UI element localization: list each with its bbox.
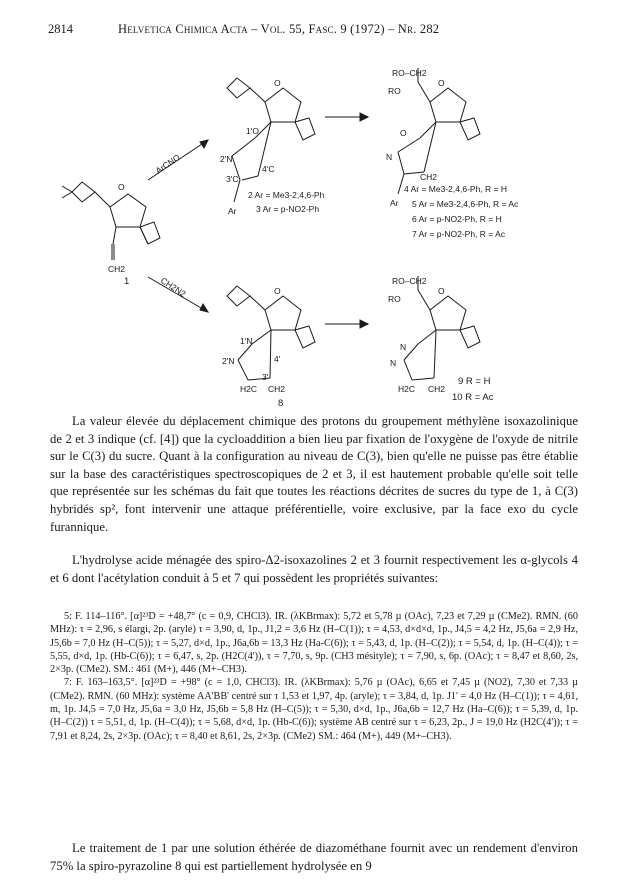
atom-ar: Ar [390, 198, 399, 208]
position-2n: 2'N [222, 356, 235, 366]
paragraph-2: L'hydrolyse acide ménagée des spiro-Δ2-isoxazolines 2 et 3 fournit respectivement les α-glycols 4 et 6 dont l'acétylation conduit à 5 et 7 qui possèdent les propriétés suivantes: [50, 553, 578, 585]
atom-o: O [400, 128, 407, 138]
compound-1-structure [62, 182, 160, 260]
reaction-scheme [0, 62, 629, 409]
atom-o: O [118, 182, 125, 192]
position-2: 2'N [220, 154, 233, 164]
atom-ch2: CH2 [420, 172, 438, 182]
running-header [48, 22, 588, 38]
position-4: 4'C [262, 164, 275, 174]
atom-h2c: H2C [398, 384, 416, 394]
position-4c: 4' [274, 354, 281, 364]
position-3: 3'C [226, 174, 239, 184]
atom-ro-ch2: RO–CH2 [392, 276, 427, 286]
atom-o: O [438, 78, 445, 88]
atom-ro-ch2: RO–CH2 [392, 68, 427, 78]
atom-o: O [274, 286, 281, 296]
paragraph-3-container [50, 840, 578, 875]
journal-title: Helvetica Chimica Acta – Vol. 55, Fasc. 9 (1972) – Nr. 282 [118, 22, 440, 36]
paragraph-3: Le traitement de 1 par une solution éthérée de diazométhane fournit avec un rendement d'environ 75% la spiro-pyrazoline 8 qui est partiellement hydrolysée en 9 [50, 841, 578, 873]
atom-ch2: CH2 [268, 384, 286, 394]
paragraph-1: La valeur élevée du déplacement chimique des protons du groupement méthylène isoxazolinique de 2 et 3 indique (cf. [4]) que la cycloaddition a bien lieu par fixation de l'oxygène de l'oxyde de nitrile sur le C(3) du sucre. Quant à la configuration au niveau de C(3), bien qu'elle ne puisse pas être établie sur la base des caractéristiques spectroscopiques de 2 et 3, il est hautement probable qu'elle soit telle que représentée sur les schémas du fait que toutes les réactions décrites de sucres du type de 1, à C(3) hybridés sp², font intervenir une attaque préférentielle, voire exclusive, par la face exo du cycle furannique. [50, 414, 578, 534]
reagent-bottom: CH2N2 [158, 275, 188, 299]
atom-ch2: CH2 [428, 384, 446, 394]
atom-ch2: CH2 [108, 264, 126, 274]
spectral-data [50, 610, 578, 743]
position-1: 1'O [246, 126, 259, 136]
compound-8-structure [227, 286, 315, 380]
legend-right-4: 7 Ar = p-NO2-Ph, R = Ac [412, 229, 506, 239]
atom-ro: RO [388, 294, 401, 304]
paragraph-1-container [50, 413, 578, 536]
position-1n: 1'N [240, 336, 253, 346]
legend-right-2: 5 Ar = Me3-2,4,6-Ph, R = Ac [412, 199, 519, 209]
atom-n: N [400, 342, 407, 352]
atom-ar: Ar [228, 206, 237, 216]
atom-n: N [386, 152, 393, 162]
reagent-top: ArCNO [153, 152, 182, 176]
compound-8-label: 8 [278, 398, 284, 409]
paragraph-2-container [50, 552, 578, 587]
atom-ro: RO [388, 86, 401, 96]
data-compound-5: 5: F. 114–116°. [α]²³D = +48,7° (c = 0,9, CHCl3). IR. (λKBrmax): 5,72 et 5,78 µ (OAc), 7,23 et 7,29 µ (CMe2). RMN. (60 MHz): τ = 2,96, s élargi, 2p. (aryle) τ = 3,90, d, 1p., J1,2 = 3,6 Hz (H–C(1)); τ = 4,53, d×d×d, 1p., J4,5 = 4,2 Hz, J5,6a = 2,9 Hz, J5,6b = 7,0 Hz (H–C(5)); τ = 5,27, d×d, 1p., J6a,6b = 13,3 Hz (Ha-C(6)); τ = 5,43, d, 1p. (H–C(2)); τ = 5,54, d, 1p. (H–C(4)); τ = 5,55, d×d, 1p. (Hb-C(6)); τ = 6,47, s, 2p. (H2C(4')), τ = 7,70, s, 9p. (CH3 mésityle); τ = 7,90, s, 6p. (OAc); τ = 8,47 et 8,60, 2s, 2×3p. (CMe2). SM.: 461 (M+), 446 (M+–CH3). [50, 611, 578, 676]
compound-2-structure [227, 78, 315, 202]
compound-10-label: 10 R = Ac [452, 392, 494, 403]
compound-9-label: 9 R = H [458, 376, 491, 387]
atom-o: O [274, 78, 281, 88]
legend-right-3: 6 Ar = p-NO2-Ph, R = H [412, 214, 502, 224]
atom-o: O [438, 286, 445, 296]
atom-n: N [390, 358, 397, 368]
compound-1-label: 1 [124, 276, 130, 287]
position-3c: 3' [262, 372, 269, 382]
legend-mid-1: 2 Ar = Me3-2,4,6-Ph [248, 190, 325, 200]
data-compound-7: 7: F. 163–163,5°. [α]²³D = +98° (c = 1,0, CHCl3). IR. (λKBrmax): 5,76 µ (OAc), 6,65 et 7,45 µ (NO2), 7,30 et 7,33 µ (CMe2). RMN. (60 MHz): système AA'BB' centré sur τ 1,53 et 1,97, 4p. (aryle); τ = 3,84, d, 1p. J1' = 4,0 Hz (H–C(1)); τ = 4,61, m, 1p. J4,5 = 7,0 Hz, J5,6a = 3,0 Hz, J5,6b = 5,8 Hz (H–C(5)); τ = 5,30, d×d, 1p., J6a,6b = 12,7 Hz (Ha–C(6)); τ = 5,39, d, 1p. (H–C(2)) τ = 5,51, d, 1p. (H–C(4)); τ = 5,68, d×d, 1p. (Hb-C(6)); système AB centré sur τ = 6,23, 2p., J = 19,0 Hz (H2C(4')); τ = 7,91 et 8,24, 2s, 2×3p. (OAc); τ = 8,40 et 8,61, 2s, 2×3p. (CMe2) SM.: 464 (M+), 449 (M+–CH3). [50, 677, 578, 742]
legend-right-1: 4 Ar = Me3-2,4,6-Ph, R = H [404, 184, 507, 194]
atom-h2c: H2C [240, 384, 258, 394]
page-number: 2814 [48, 22, 73, 36]
legend-mid-2: 3 Ar = p-NO2-Ph [256, 204, 320, 214]
